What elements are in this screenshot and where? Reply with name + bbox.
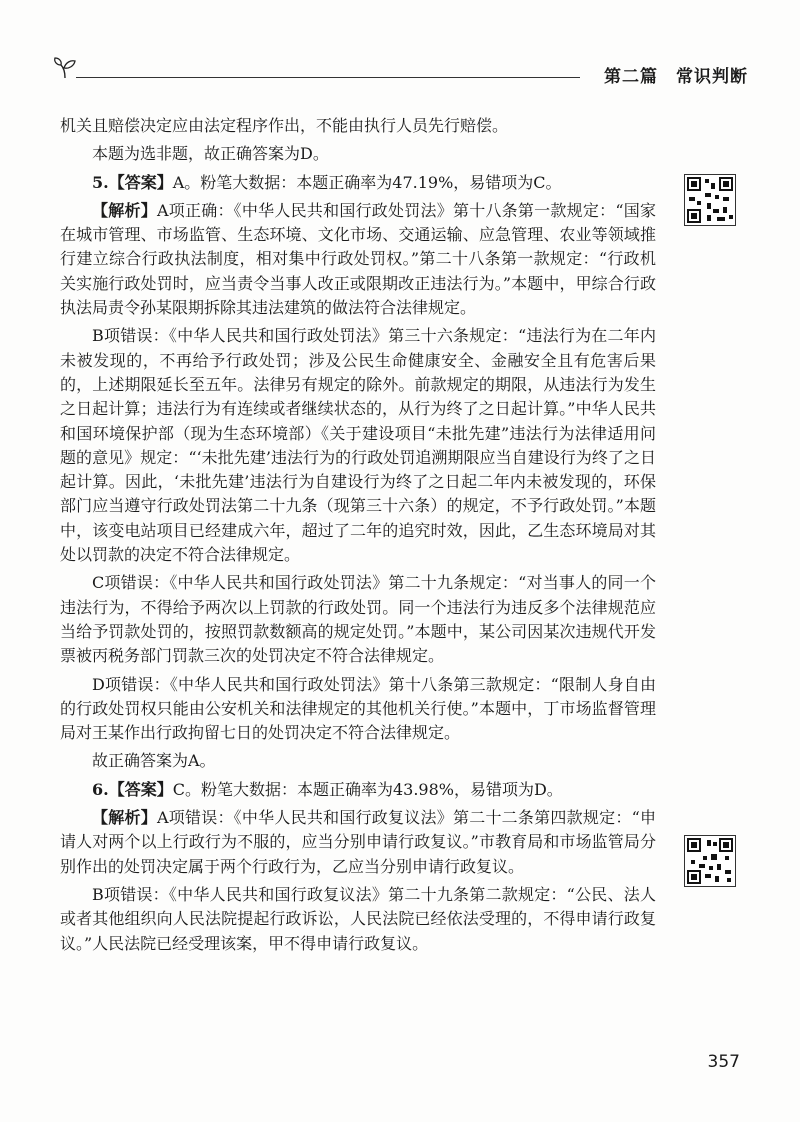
- qr-code-icon[interactable]: [684, 174, 736, 226]
- paragraph: D项错误：《中华人民共和国行政处罚法》第十八条第三款规定：“限制人身自由的行政处罚权只能由公安机关和法律规定的其他机关行使。”本题中，丁市场监督管理局对王某作出行政拘留七日的处罚决定不符合法律规定。: [60, 674, 656, 743]
- paragraph: 故正确答案为A。: [92, 751, 216, 771]
- paragraph-text: A项错误：《中华人民共和国行政复议法》第二十二条第四款规定：“申请人对两个以上行政行为不服的，应当分别申请行政复议。”市教育局和市场监管局分别作出的处罚决定属于两个行政行为，乙应当分别申请行政复议。: [60, 808, 656, 876]
- paragraph-text: A项正确：《中华人民共和国行政处罚法》第十八条第一款规定：“国家在城市管理、市场监管、生态环境、文化市场、交通运输、应急管理、农业等领域推行建立综合行政执法制度，相对集中行政处罚权。”第二十八条第一款规定：“行政机关实施行政处罚时，应当责令当事人改正或限期改正违法行为。”本题中，甲综合行政执法局责令孙某限期拆除其违法建筑的做法符合法律规定。: [60, 200, 656, 318]
- paragraph: [60, 806, 656, 879]
- page-number: 357: [707, 1052, 740, 1072]
- header-rule: [76, 77, 580, 78]
- qr-code-icon[interactable]: [684, 835, 736, 887]
- paragraph: 本题为选非题，故正确答案为D。: [92, 144, 329, 164]
- paragraph: 机关且赔偿决定应由法定程序作出，不能由执行人员先行赔偿。: [60, 116, 509, 135]
- paragraph: B项错误：《中华人民共和国行政复议法》第二十九条第二款规定：“公民、法人或者其他组织向人民法院提起行政诉讼，人民法院已经依法受理的，不得申请行政复议。”人民法院已经受理该案，甲不得申请行政复议。: [60, 884, 656, 953]
- sprout-icon: [52, 56, 78, 80]
- paragraph-text: A。粉笔大数据：本题正确率为47.19%，易错项为C。: [172, 172, 562, 192]
- paragraph-text: C。粉笔大数据：本题正确率为43.98%，易错项为D。: [172, 779, 563, 799]
- paragraph: C项错误：《中华人民共和国行政处罚法》第二十九条规定：“对当事人的同一个违法行为，不得给予两次以上罚款的行政处罚。同一个违法行为违反多个法律规范应当给予罚款处罚的，按照罚款数额高的规定处罚。”本题中，某公司因某次违规代开发票被丙税务部门罚款三次的处罚决定不符合法律规定。: [60, 573, 656, 666]
- paragraph: [60, 171, 656, 195]
- body-text: [60, 114, 656, 960]
- running-header: [52, 56, 748, 86]
- paragraph: [60, 778, 656, 802]
- paragraph: [60, 199, 656, 320]
- section-title: 第二篇 常识判断: [604, 67, 748, 87]
- answer-label: 6.【答案】: [92, 779, 173, 799]
- answer-label: 【解析】: [92, 200, 157, 220]
- paragraph: B项错误：《中华人民共和国行政处罚法》第三十六条规定：“违法行为在二年内未被发现的，不再给予行政处罚；涉及公民生命健康安全、金融安全且有危害后果的，上述期限延长至五年。法律另有规定的除外。前款规定的期限，从违法行为发生之日起计算；违法行为有连续或者继续状态的，从行为终了之日起计算。”中华人民共和国环境保护部（现为生态环境部）《关于建设项目“未批先建”违法行为法律适用问题的意见》规定：“‘未批先建’违法行为的行政处罚追溯期限应当自建设行为终了之日起计算。因此，‘未批先建’违法行为自建设行为终了之日起二年内未被发现的，环保部门应当遵守行政处罚法第二十九条（现第三十六条）的规定，不予行政处罚。”本题中，该变电站项目已经建成六年，超过了二年的追究时效，因此，乙生态环境局对其处以罚款的决定不符合法律规定。: [60, 326, 656, 565]
- answer-label: 5.【答案】: [92, 172, 173, 192]
- answer-label: 【解析】: [92, 808, 157, 828]
